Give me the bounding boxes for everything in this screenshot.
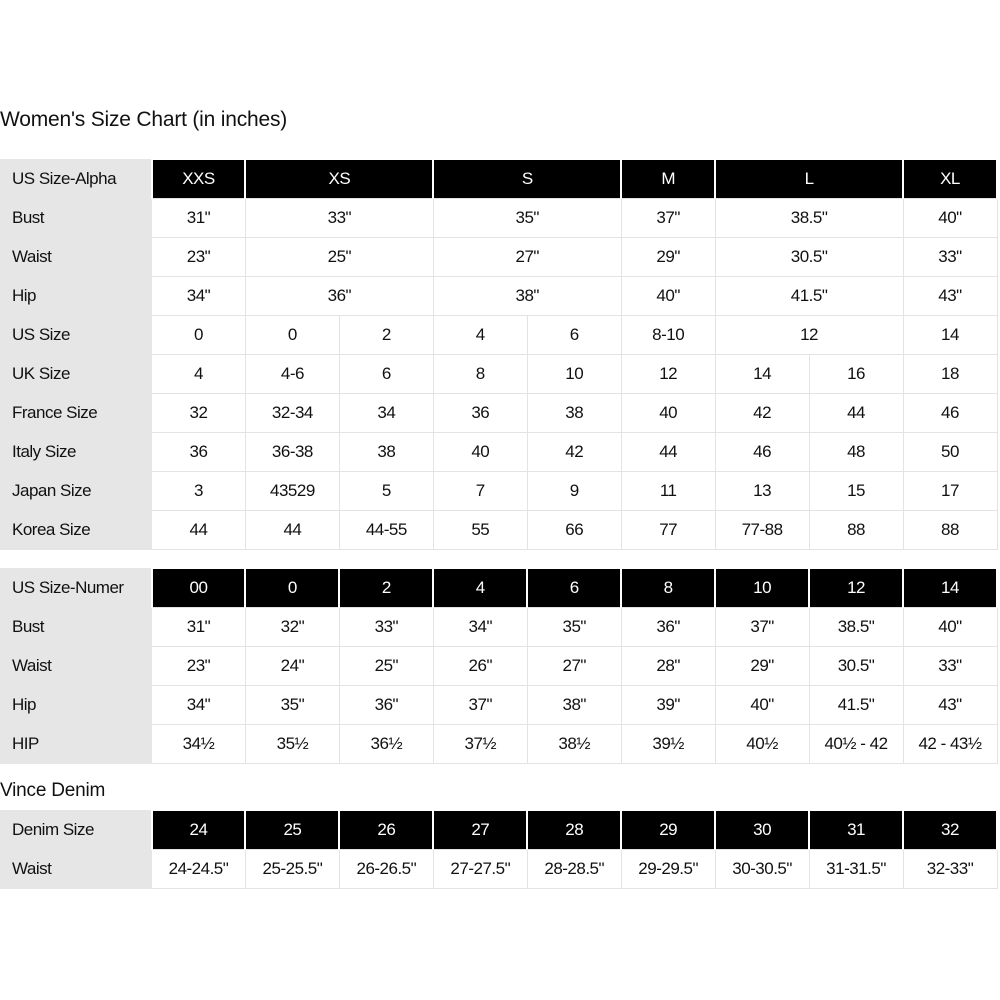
table-cell: 44 bbox=[152, 511, 246, 550]
table-cell: 25-25.5" bbox=[245, 850, 339, 889]
table-cell: 40½ - 42 bbox=[809, 725, 903, 764]
table-row bbox=[1, 316, 998, 355]
table-row bbox=[1, 472, 998, 511]
table-cell: 44 bbox=[809, 394, 903, 433]
table-cell: 36½ bbox=[339, 725, 433, 764]
table-cell: 5 bbox=[339, 472, 433, 511]
header-cell: 00 bbox=[152, 569, 246, 608]
table-cell: 46 bbox=[903, 394, 997, 433]
table-cell: 8 bbox=[433, 355, 527, 394]
table-cell: 38.5" bbox=[809, 608, 903, 647]
table-cell: 9 bbox=[527, 472, 621, 511]
table-cell: 30.5" bbox=[715, 238, 903, 277]
table-row bbox=[1, 433, 998, 472]
denim-size-table bbox=[0, 810, 998, 889]
table-cell: 35" bbox=[433, 199, 621, 238]
table-cell: 37" bbox=[621, 199, 715, 238]
header-row bbox=[1, 160, 998, 199]
table-cell: 38" bbox=[527, 686, 621, 725]
header-cell: XS bbox=[245, 160, 433, 199]
row-label: Hip bbox=[1, 277, 152, 316]
row-label: Waist bbox=[1, 647, 152, 686]
table-cell: 88 bbox=[809, 511, 903, 550]
table-cell: 66 bbox=[527, 511, 621, 550]
table-cell: 11 bbox=[621, 472, 715, 511]
row-label: Waist bbox=[1, 850, 152, 889]
header-cell: 28 bbox=[527, 811, 621, 850]
header-cell: 12 bbox=[809, 569, 903, 608]
header-cell: M bbox=[621, 160, 715, 199]
table-cell: 40½ bbox=[715, 725, 809, 764]
table-cell: 77 bbox=[621, 511, 715, 550]
table-cell: 6 bbox=[527, 316, 621, 355]
table-row bbox=[1, 394, 998, 433]
table-cell: 24-24.5" bbox=[152, 850, 246, 889]
table-cell: 34" bbox=[152, 686, 246, 725]
table-cell: 35" bbox=[527, 608, 621, 647]
table-cell: 88 bbox=[903, 511, 997, 550]
table-cell: 38" bbox=[433, 277, 621, 316]
table-row bbox=[1, 647, 998, 686]
row-label: HIP bbox=[1, 725, 152, 764]
table-cell: 36" bbox=[621, 608, 715, 647]
table-cell: 17 bbox=[903, 472, 997, 511]
table-cell: 40 bbox=[621, 394, 715, 433]
table-cell: 55 bbox=[433, 511, 527, 550]
header-cell: L bbox=[715, 160, 903, 199]
table-cell: 16 bbox=[809, 355, 903, 394]
header-cell: XXS bbox=[152, 160, 246, 199]
table-cell: 35" bbox=[245, 686, 339, 725]
table-cell: 32-34 bbox=[245, 394, 339, 433]
table-cell: 32-33" bbox=[903, 850, 997, 889]
table-cell: 37" bbox=[715, 608, 809, 647]
table-row bbox=[1, 238, 998, 277]
table-cell: 8-10 bbox=[621, 316, 715, 355]
table-cell: 12 bbox=[715, 316, 903, 355]
table-cell: 29-29.5" bbox=[621, 850, 715, 889]
table-row bbox=[1, 277, 998, 316]
table-cell: 28-28.5" bbox=[527, 850, 621, 889]
table-cell: 37" bbox=[433, 686, 527, 725]
table-cell: 34" bbox=[152, 277, 246, 316]
table-row bbox=[1, 686, 998, 725]
table-cell: 40" bbox=[621, 277, 715, 316]
header-cell: XL bbox=[903, 160, 997, 199]
table-cell: 36 bbox=[152, 433, 246, 472]
table-cell: 39½ bbox=[621, 725, 715, 764]
table-cell: 33" bbox=[245, 199, 433, 238]
table-cell: 4 bbox=[433, 316, 527, 355]
row-label: UK Size bbox=[1, 355, 152, 394]
table-cell: 29" bbox=[715, 647, 809, 686]
header-cell: 0 bbox=[245, 569, 339, 608]
table-cell: 42 bbox=[715, 394, 809, 433]
table-cell: 2 bbox=[339, 316, 433, 355]
header-cell: 30 bbox=[715, 811, 809, 850]
header-cell: 14 bbox=[903, 569, 997, 608]
header-cell: 26 bbox=[339, 811, 433, 850]
row-label: Hip bbox=[1, 686, 152, 725]
table-row bbox=[1, 850, 998, 889]
table-cell: 30.5" bbox=[809, 647, 903, 686]
table-cell: 40" bbox=[903, 199, 997, 238]
table-cell: 77-88 bbox=[715, 511, 809, 550]
row-label: US Size bbox=[1, 316, 152, 355]
row-label: Bust bbox=[1, 608, 152, 647]
table-cell: 46 bbox=[715, 433, 809, 472]
table-cell: 34 bbox=[339, 394, 433, 433]
numeric-size-table bbox=[0, 568, 998, 764]
table-cell: 33" bbox=[903, 238, 997, 277]
row-label: US Size-Numer bbox=[1, 569, 152, 608]
header-cell: 4 bbox=[433, 569, 527, 608]
table-cell: 6 bbox=[339, 355, 433, 394]
table-row bbox=[1, 511, 998, 550]
header-cell: 24 bbox=[152, 811, 246, 850]
table-cell: 27-27.5" bbox=[433, 850, 527, 889]
table-cell: 40" bbox=[903, 608, 997, 647]
table-cell: 42 bbox=[527, 433, 621, 472]
table-cell: 34½ bbox=[152, 725, 246, 764]
table-cell: 14 bbox=[903, 316, 997, 355]
table-cell: 48 bbox=[809, 433, 903, 472]
table-cell: 37½ bbox=[433, 725, 527, 764]
table-cell: 38.5" bbox=[715, 199, 903, 238]
header-row bbox=[1, 811, 998, 850]
table-cell: 13 bbox=[715, 472, 809, 511]
row-label: Korea Size bbox=[1, 511, 152, 550]
table-cell: 0 bbox=[152, 316, 246, 355]
header-cell: 31 bbox=[809, 811, 903, 850]
header-cell: 27 bbox=[433, 811, 527, 850]
table-cell: 29" bbox=[621, 238, 715, 277]
table-cell: 31" bbox=[152, 199, 246, 238]
table-cell: 4 bbox=[152, 355, 246, 394]
table-cell: 27" bbox=[433, 238, 621, 277]
table-row bbox=[1, 725, 998, 764]
table-cell: 42 - 43½ bbox=[903, 725, 997, 764]
table-cell: 36 bbox=[433, 394, 527, 433]
table-cell: 15 bbox=[809, 472, 903, 511]
table-cell: 31-31.5" bbox=[809, 850, 903, 889]
table-cell: 50 bbox=[903, 433, 997, 472]
table-cell: 12 bbox=[621, 355, 715, 394]
row-label: Japan Size bbox=[1, 472, 152, 511]
table-cell: 38 bbox=[339, 433, 433, 472]
vince-denim-title: Vince Denim bbox=[0, 780, 106, 801]
table-cell: 25" bbox=[339, 647, 433, 686]
table-cell: 31" bbox=[152, 608, 246, 647]
table-cell: 36-38 bbox=[245, 433, 339, 472]
row-label: France Size bbox=[1, 394, 152, 433]
table-cell: 24" bbox=[245, 647, 339, 686]
row-label: Bust bbox=[1, 199, 152, 238]
row-label: US Size-Alpha bbox=[1, 160, 152, 199]
table-cell: 44-55 bbox=[339, 511, 433, 550]
table-cell: 14 bbox=[715, 355, 809, 394]
table-cell: 27" bbox=[527, 647, 621, 686]
table-cell: 36" bbox=[339, 686, 433, 725]
table-cell: 39" bbox=[621, 686, 715, 725]
table-cell: 43" bbox=[903, 686, 997, 725]
table-cell: 33" bbox=[339, 608, 433, 647]
row-label: Denim Size bbox=[1, 811, 152, 850]
table-cell: 32 bbox=[152, 394, 246, 433]
header-cell: 29 bbox=[621, 811, 715, 850]
table-cell: 32" bbox=[245, 608, 339, 647]
table-cell: 7 bbox=[433, 472, 527, 511]
table-cell: 34" bbox=[433, 608, 527, 647]
table-cell: 44 bbox=[245, 511, 339, 550]
header-cell: 6 bbox=[527, 569, 621, 608]
table-cell: 40" bbox=[715, 686, 809, 725]
table-cell: 43529 bbox=[245, 472, 339, 511]
table-cell: 38½ bbox=[527, 725, 621, 764]
table-cell: 44 bbox=[621, 433, 715, 472]
table-cell: 26" bbox=[433, 647, 527, 686]
table-row bbox=[1, 199, 998, 238]
header-row bbox=[1, 569, 998, 608]
header-cell: 8 bbox=[621, 569, 715, 608]
table-cell: 36" bbox=[245, 277, 433, 316]
table-cell: 38 bbox=[527, 394, 621, 433]
table-cell: 25" bbox=[245, 238, 433, 277]
page-title: Women's Size Chart (in inches) bbox=[0, 108, 288, 131]
table-cell: 3 bbox=[152, 472, 246, 511]
header-cell: 32 bbox=[903, 811, 997, 850]
table-cell: 26-26.5" bbox=[339, 850, 433, 889]
table-cell: 4-6 bbox=[245, 355, 339, 394]
table-cell: 23" bbox=[152, 238, 246, 277]
header-cell: 10 bbox=[715, 569, 809, 608]
table-cell: 0 bbox=[245, 316, 339, 355]
table-cell: 41.5" bbox=[809, 686, 903, 725]
table-cell: 43" bbox=[903, 277, 997, 316]
table-cell: 18 bbox=[903, 355, 997, 394]
row-label: Waist bbox=[1, 238, 152, 277]
row-label: Italy Size bbox=[1, 433, 152, 472]
table-cell: 33" bbox=[903, 647, 997, 686]
header-cell: 25 bbox=[245, 811, 339, 850]
table-cell: 28" bbox=[621, 647, 715, 686]
table-row bbox=[1, 608, 998, 647]
table-cell: 23" bbox=[152, 647, 246, 686]
alpha-size-table bbox=[0, 159, 998, 550]
table-cell: 35½ bbox=[245, 725, 339, 764]
table-cell: 41.5" bbox=[715, 277, 903, 316]
table-cell: 10 bbox=[527, 355, 621, 394]
table-cell: 30-30.5" bbox=[715, 850, 809, 889]
table-row bbox=[1, 355, 998, 394]
table-cell: 40 bbox=[433, 433, 527, 472]
header-cell: S bbox=[433, 160, 621, 199]
header-cell: 2 bbox=[339, 569, 433, 608]
